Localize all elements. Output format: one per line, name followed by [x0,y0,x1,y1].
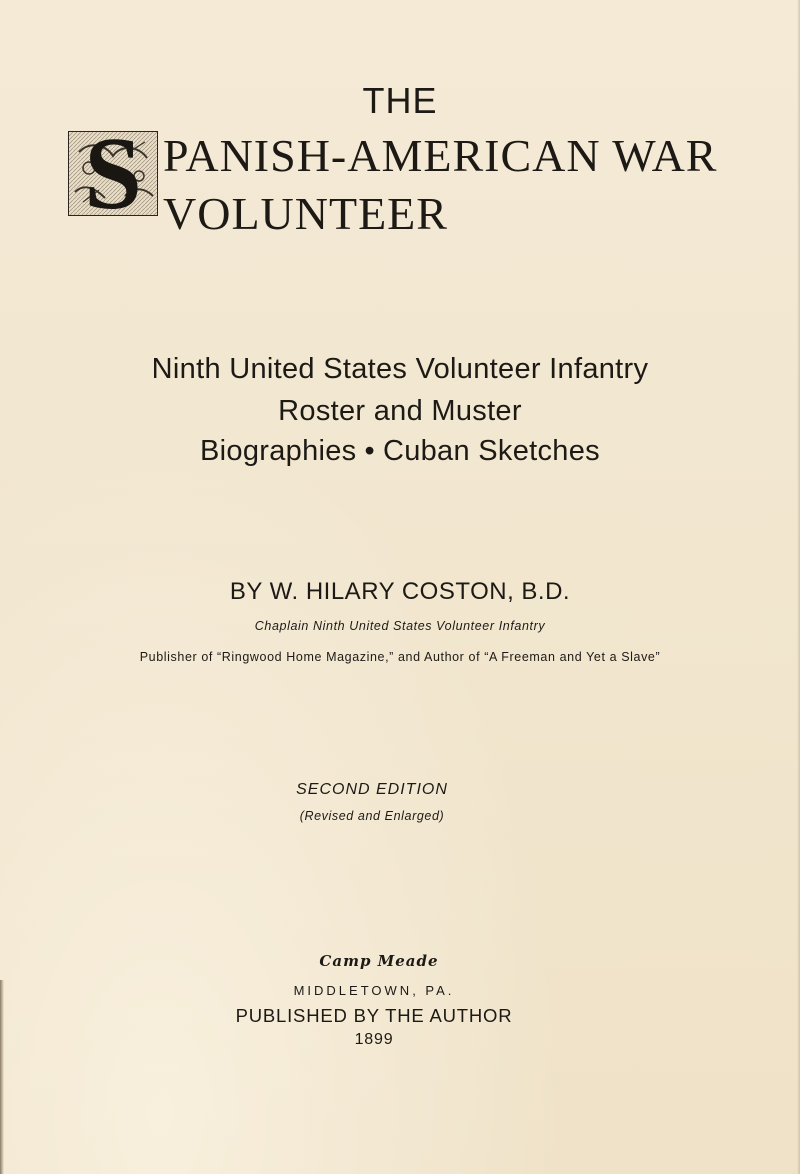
subtitle-contents [0,435,800,468]
edition-name: SECOND EDITION [296,781,448,798]
subtitle-cuban-sketches: Cuban Sketches [382,435,600,467]
initial-letter: S [84,131,142,216]
bullet-separator: • [364,435,375,467]
imprint-city: MIDDLETOWN, PA. [293,983,455,998]
decorated-initial-s [68,131,158,216]
subtitle-roster: Roster and Muster [278,395,522,427]
imprint-place-name: Camp Meade [319,952,439,970]
imprint-publisher: PUBLISHED BY THE AUTHOR [235,1005,513,1026]
author-byline: BY W. HILARY COSTON, B.D. [229,578,571,605]
subtitle-biographies: Biographies [200,435,357,467]
imprint-year: 1899 [354,1031,394,1048]
bleed-through-stamp [300,840,600,920]
author-position: Chaplain Ninth United States Volunteer Infantry [254,619,546,633]
title-article: THE [362,80,438,121]
book-title-line1: PANISH-AMERICAN WAR [163,130,718,181]
author-publisher-note: Publisher of “Ringwood Home Magazine,” and Author of “A Freeman and Yet a Slave” [139,650,661,664]
book-title-line2: VOLUNTEER [163,188,448,239]
edition-note: (Revised and Enlarged) [299,809,445,823]
subtitle-unit: Ninth United States Volunteer Infantry [151,353,649,385]
